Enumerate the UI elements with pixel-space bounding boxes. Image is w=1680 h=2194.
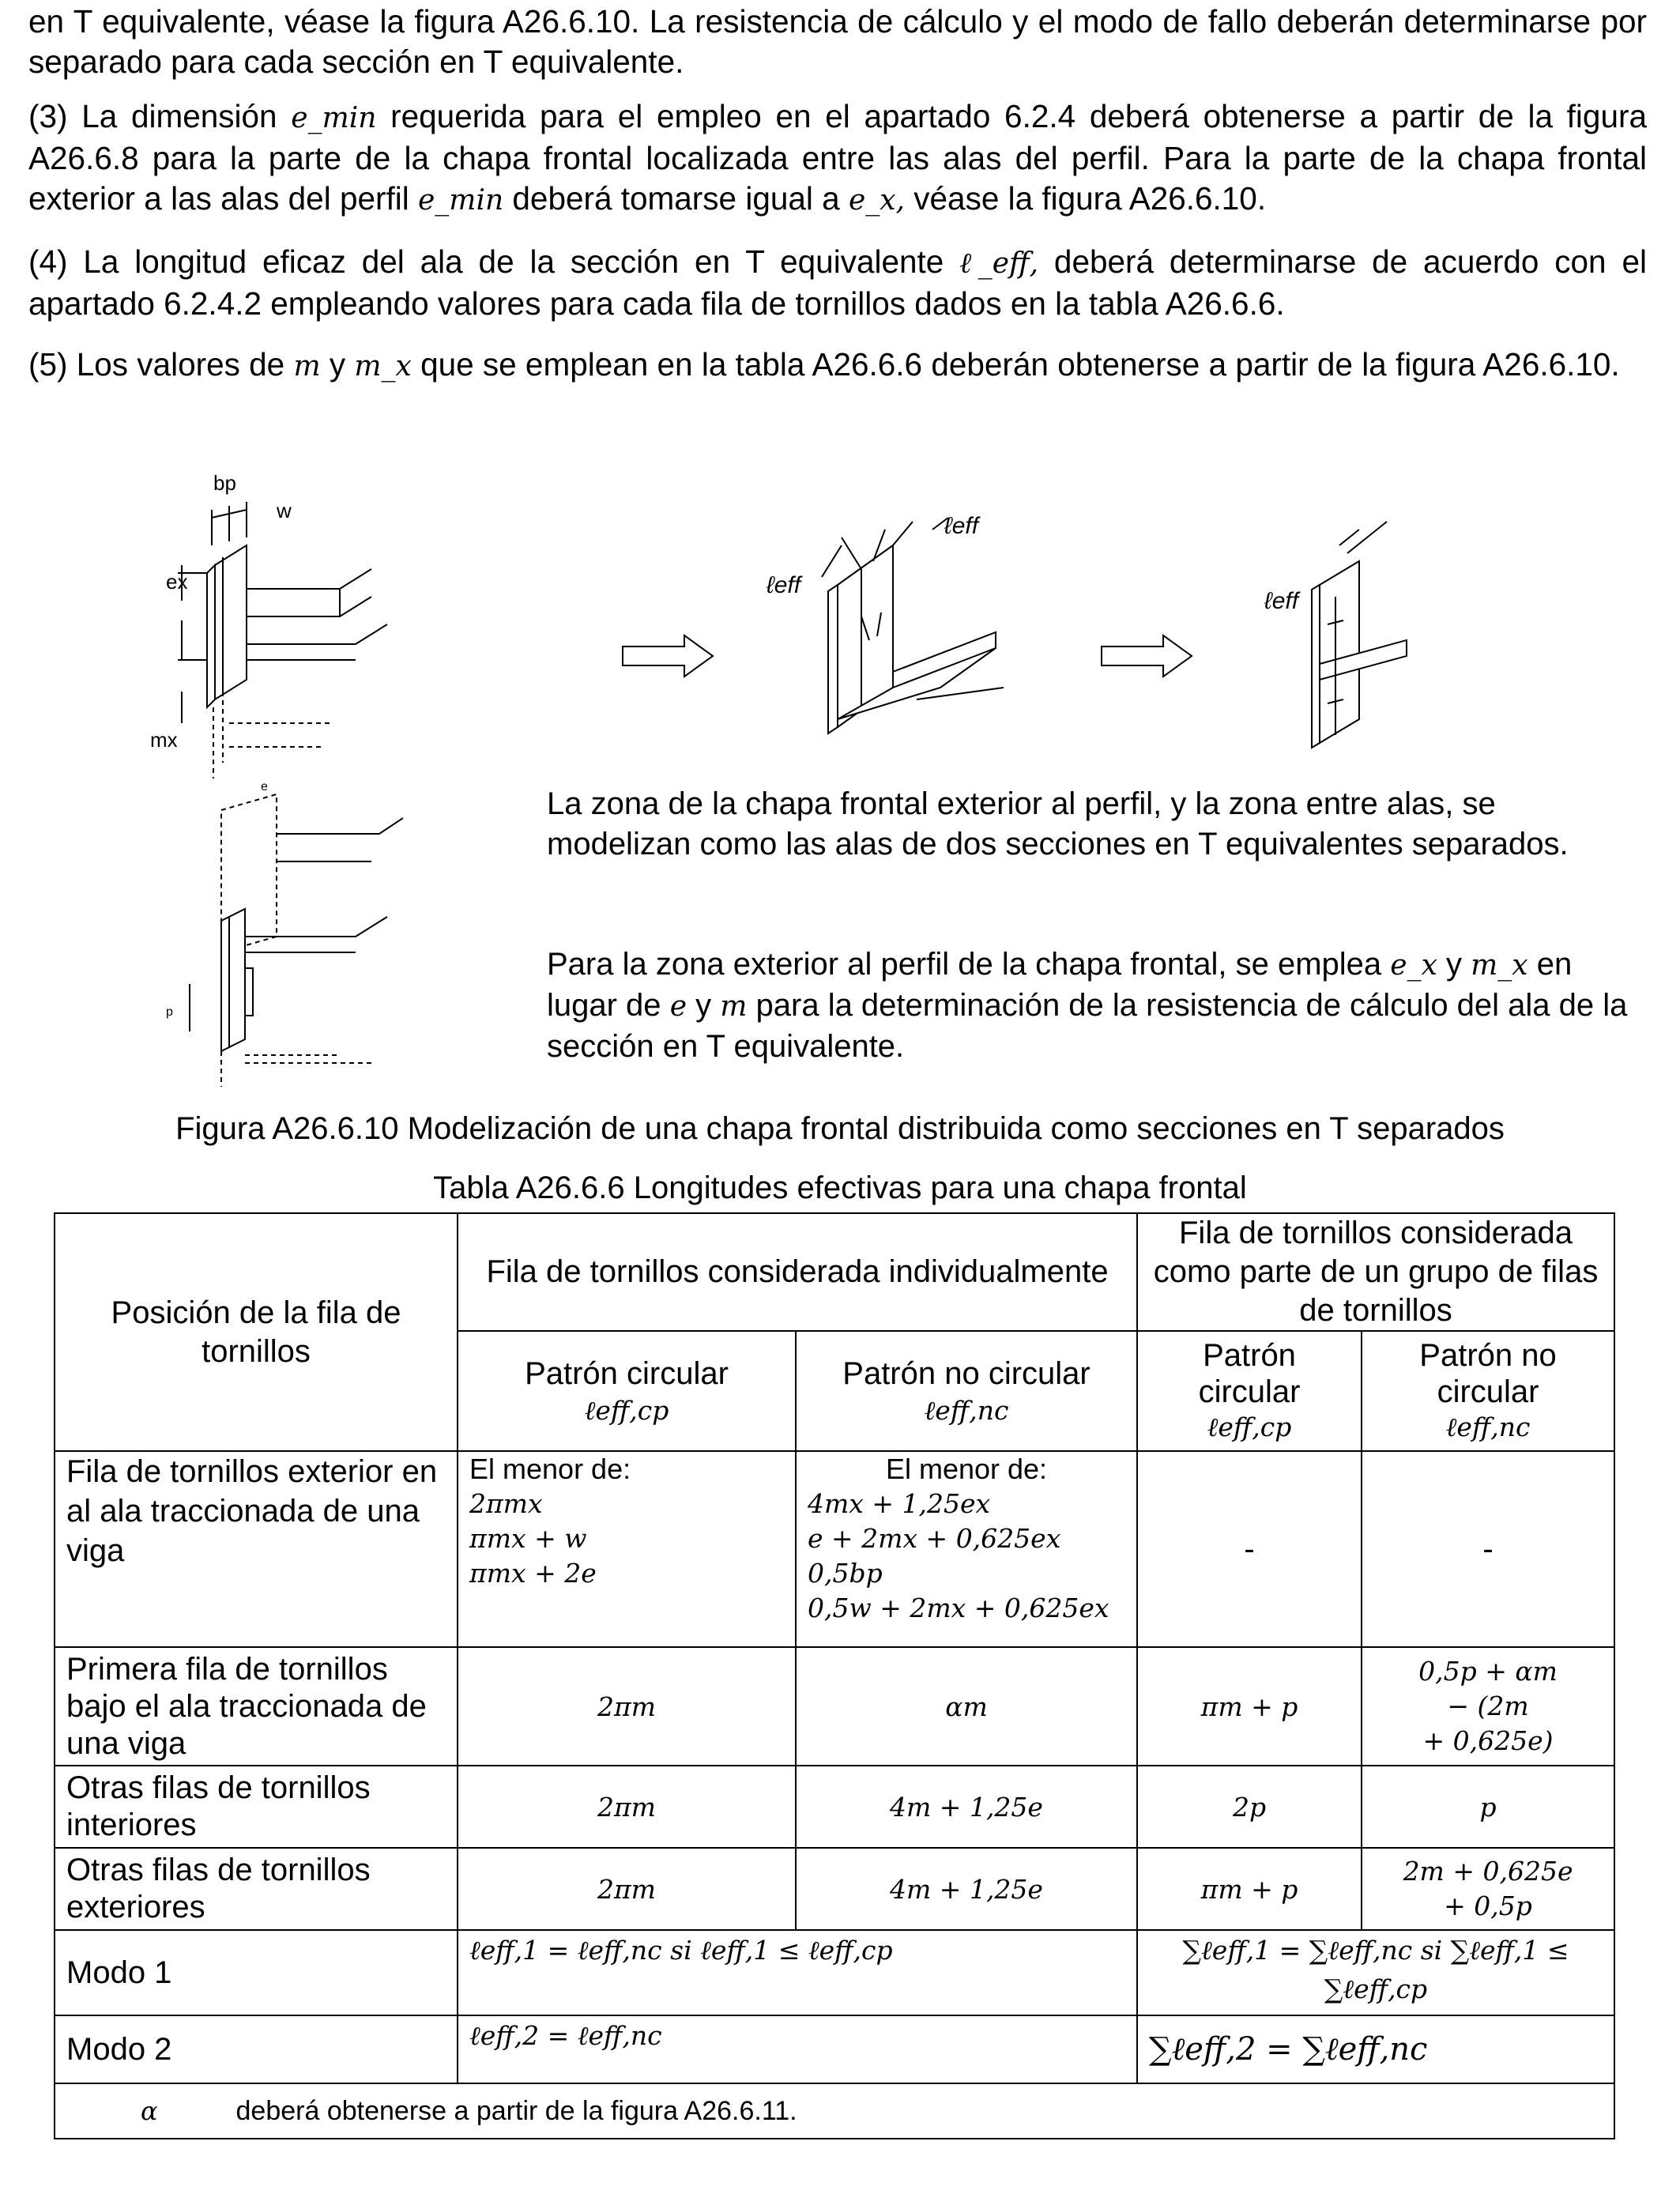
table-footnote: α deberá obtenerse a partir de la figura A26.6.11. — [55, 2083, 1614, 2139]
symbol-leff: ℓ_eff, — [959, 247, 1039, 280]
header-circular: Patrón circular ℓeff,cp — [458, 1331, 796, 1451]
symbol-emin: e_min — [418, 184, 504, 217]
table-row: Fila de tornillos exterior en al ala traccionada de una viga El menor de: 2πmx πmx + w πmx + 2e El menor de: 4mx + 1,25ex e + 2mx + 0,625ex 0,5bp 0,5w + 2mx + 0,625ex - - — [55, 1451, 1614, 1647]
label-bp: bp — [213, 471, 236, 495]
label-w: w — [277, 499, 292, 522]
figure-explanation-1: La zona de la chapa frontal exterior al perfil, y la zona entre alas, se modelizan como las alas de dos secciones en T equivalentes separados. — [547, 786, 1569, 861]
header-noncircular-group: Patrón no circular ℓeff,nc — [1362, 1331, 1614, 1451]
table-row: Otras filas de tornillos interiores 2πm 4m + 1,25e 2p p — [55, 1766, 1614, 1848]
symbol-emin: e_min — [291, 102, 377, 134]
symbol-mx: m_x — [354, 350, 412, 383]
paragraph-5: (5) Los valores de m y m_x que se emplean en la tabla A26.6.6 deberán obtenerse a partir de la figura A26.6.10. — [28, 346, 1620, 383]
header-circular-group: Patrón circular ℓeff,cp — [1137, 1331, 1362, 1451]
label-mx: mx — [150, 728, 178, 752]
endplate-figure-left — [134, 462, 403, 1087]
table-row-mode1: Modo 1 ℓeff,1 = ℓeff,nc si ℓeff,1 ≤ ℓeff,cp ∑ℓeff,1 = ∑ℓeff,nc si ∑ℓeff,1 ≤ ∑ℓeff,cp — [55, 1930, 1614, 2015]
label-leff: ℓeff — [1264, 588, 1299, 614]
figure-caption: Figura A26.6.10 Modelización de una chapa frontal distribuida como secciones en T separados — [175, 1111, 1505, 1146]
equivalent-tee-angle-figure — [743, 498, 1027, 751]
header-group: Fila de tornillos considerada como parte de un grupo de filas de tornillos — [1137, 1213, 1614, 1331]
label-leff: ℓeff — [944, 513, 979, 539]
table-caption: Tabla A26.6.6 Longitudes efectivas para una chapa frontal — [433, 1171, 1247, 1205]
label-p: p — [166, 1005, 173, 1019]
figure-explanation-2: Para la zona exterior al perfil de la chapa frontal, se emplea e_x y m_x en lugar de e y m para la determinación de la resistencia de cálculo del ala de la sección en T equivalente. — [547, 947, 1628, 1064]
table-row-mode2: Modo 2 ℓeff,2 = ℓeff,nc ∑ℓeff,2 = ∑ℓeff,nc — [55, 2015, 1614, 2083]
arrow-right-icon — [621, 632, 716, 680]
effective-lengths-table — [54, 1212, 1615, 2139]
arrow-right-icon — [1100, 632, 1195, 680]
paragraph-3: (3) La dimensión e_min requerida para el empleo en el apartado 6.2.4 deberá obtenerse a partir de la figura A26.6.8 para la parte de la chapa frontal localizada entre las alas del perfil. Para la parte de la chapa frontal exterior a las alas del perfil e_min deberá tomarse igual a e_x, véase la figura A26.6.10. — [28, 98, 1647, 217]
paragraph-continuation: en T equivalente, véase la figura A26.6.10. La resistencia de cálculo y el modo de fallo deberán determinarse por separado para cada sección en T equivalente. — [28, 3, 1647, 80]
equivalent-tee-figure — [1249, 506, 1454, 751]
table-row: Primera fila de tornillos bajo el ala traccionada de una viga 2πm αm πm + p 0,5p + αm − (2m + 0,625e) — [55, 1647, 1614, 1766]
label-leff: ℓeff — [767, 572, 801, 598]
header-noncircular: Patrón no circular ℓeff,nc — [796, 1331, 1137, 1451]
symbol-ex: e_x, — [848, 184, 905, 217]
label-e: e — [261, 780, 268, 794]
header-position: Posición de la fila de tornillos — [55, 1213, 458, 1451]
paragraph-4: (4) La longitud eficaz del ala de la sección en T equivalente ℓ_eff, deberá determinarse de acuerdo con el apartado 6.2.4.2 empleando valores para cada fila de tornillos dados en la tabla A26.6.6. — [28, 243, 1647, 322]
symbol-m: m — [293, 350, 321, 383]
header-individual: Fila de tornillos considerada individualmente — [458, 1213, 1137, 1331]
label-ex: ex — [166, 570, 188, 594]
table-row: Otras filas de tornillos exteriores 2πm 4m + 1,25e πm + p 2m + 0,625e + 0,5p — [55, 1848, 1614, 1930]
